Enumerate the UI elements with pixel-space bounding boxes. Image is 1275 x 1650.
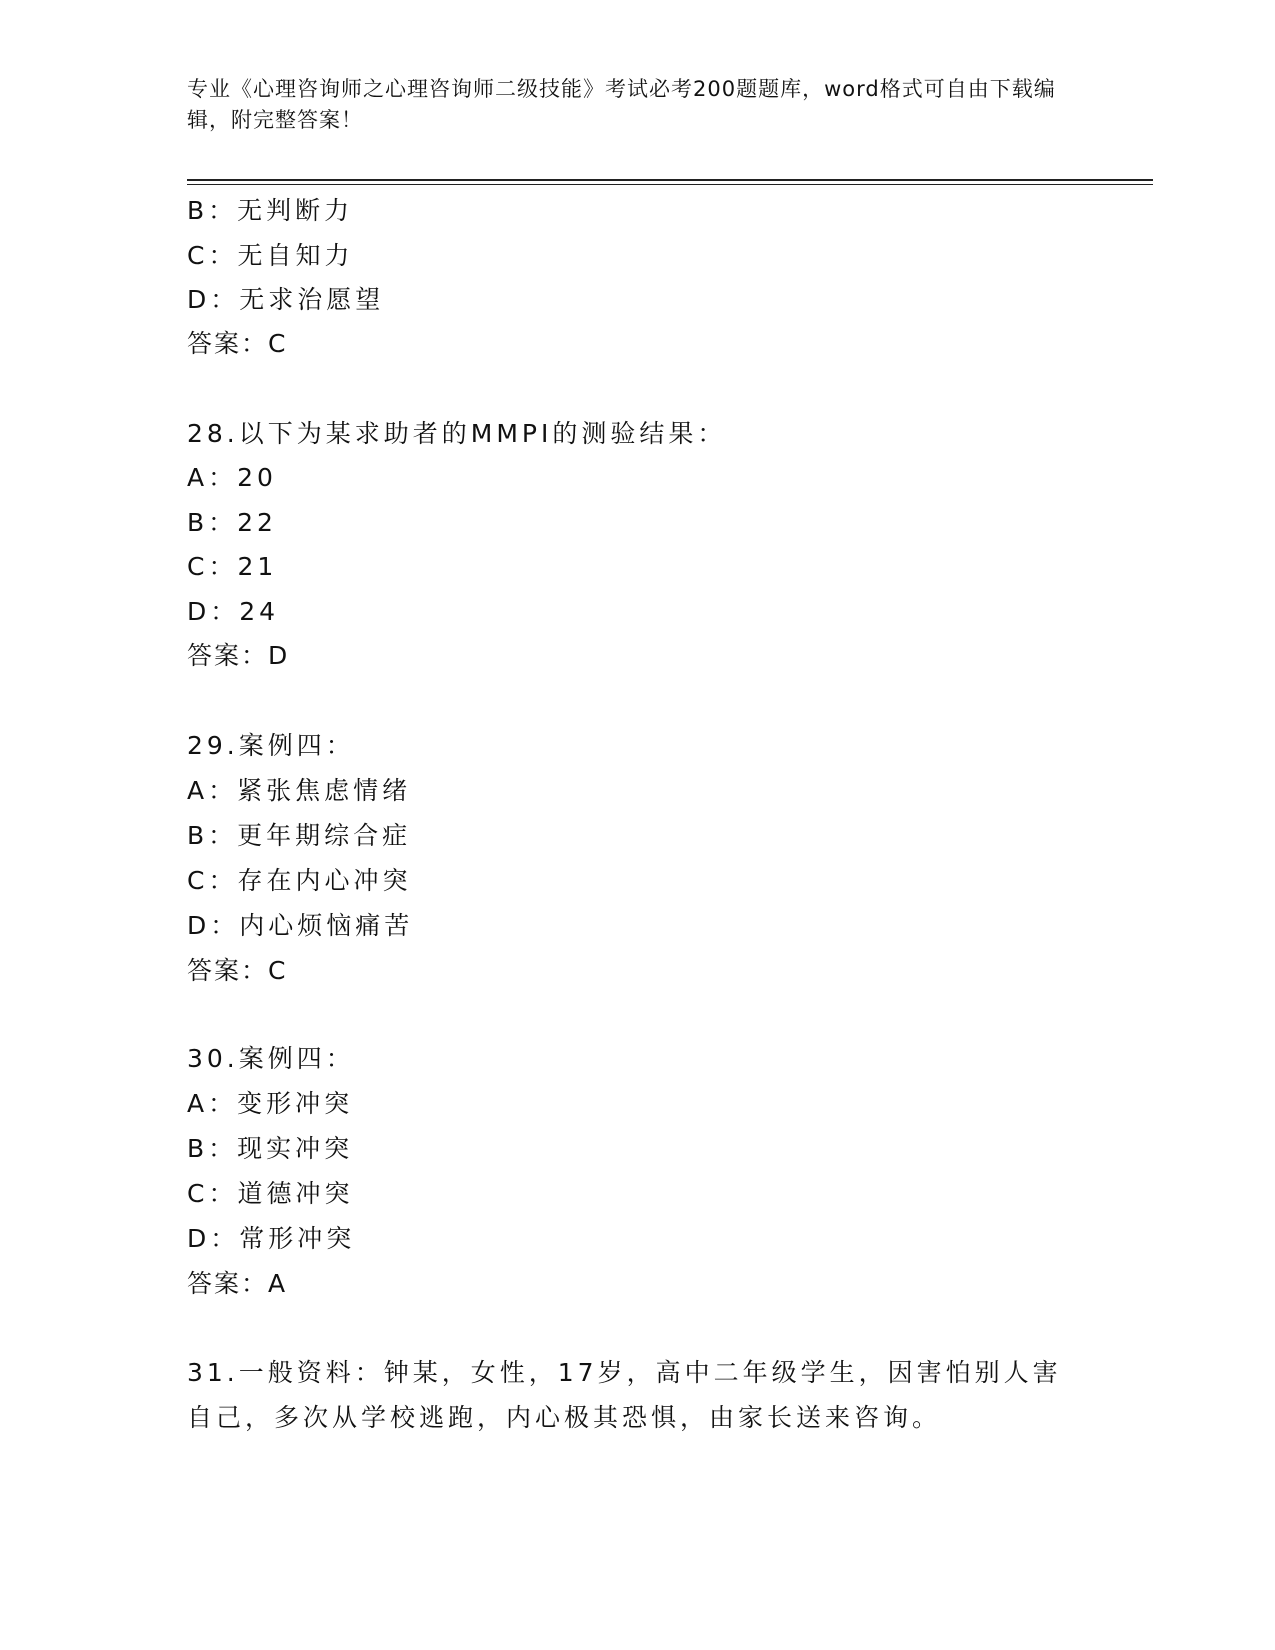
q30-option-c: C：道德冲突 <box>187 1179 354 1208</box>
q29-option-c: C：存在内心冲突 <box>187 866 412 895</box>
q28-option-a: A：20 <box>187 463 277 492</box>
header-rule-thin <box>187 184 1153 185</box>
q30-option-d: D：常形冲突 <box>187 1224 356 1253</box>
q30-stem: 30.案例四： <box>187 1044 355 1073</box>
q27-option-c: C：无自知力 <box>187 241 354 270</box>
q30-option-b: B：现实冲突 <box>187 1134 354 1163</box>
q28-option-c: C：21 <box>187 552 278 581</box>
q27-option-b: B：无判断力 <box>187 196 354 225</box>
header-rule-thick <box>187 179 1153 181</box>
q28-stem: 28.以下为某求助者的MMPI的测验结果： <box>187 419 727 448</box>
q31-stem: 31.一般资料：钟某，女性，17岁，高中二年级学生，因害怕别人害自己，多次从学校逃跑，内心极其恐惧，由家长送来咨询。 <box>187 1358 1062 1432</box>
q30-answer: 答案：A <box>187 1269 288 1298</box>
document-header: 专业《心理咨询师之心理咨询师二级技能》考试必考200题题库，word格式可自由下载编辑，附完整答案！ <box>187 77 1056 132</box>
q28-option-d: D：24 <box>187 597 280 626</box>
q27-option-d: D：无求治愿望 <box>187 285 385 314</box>
q29-answer: 答案：C <box>187 956 288 985</box>
q29-option-d: D：内心烦恼痛苦 <box>187 911 414 940</box>
q27-answer: 答案：C <box>187 329 288 358</box>
q30-option-a: A：变形冲突 <box>187 1089 354 1118</box>
q29-option-a: A：紧张焦虑情绪 <box>187 776 412 805</box>
q28-answer: 答案：D <box>187 641 290 670</box>
q29-option-b: B：更年期综合症 <box>187 821 412 850</box>
q28-option-b: B：22 <box>187 508 277 537</box>
q29-stem: 29.案例四： <box>187 731 355 760</box>
